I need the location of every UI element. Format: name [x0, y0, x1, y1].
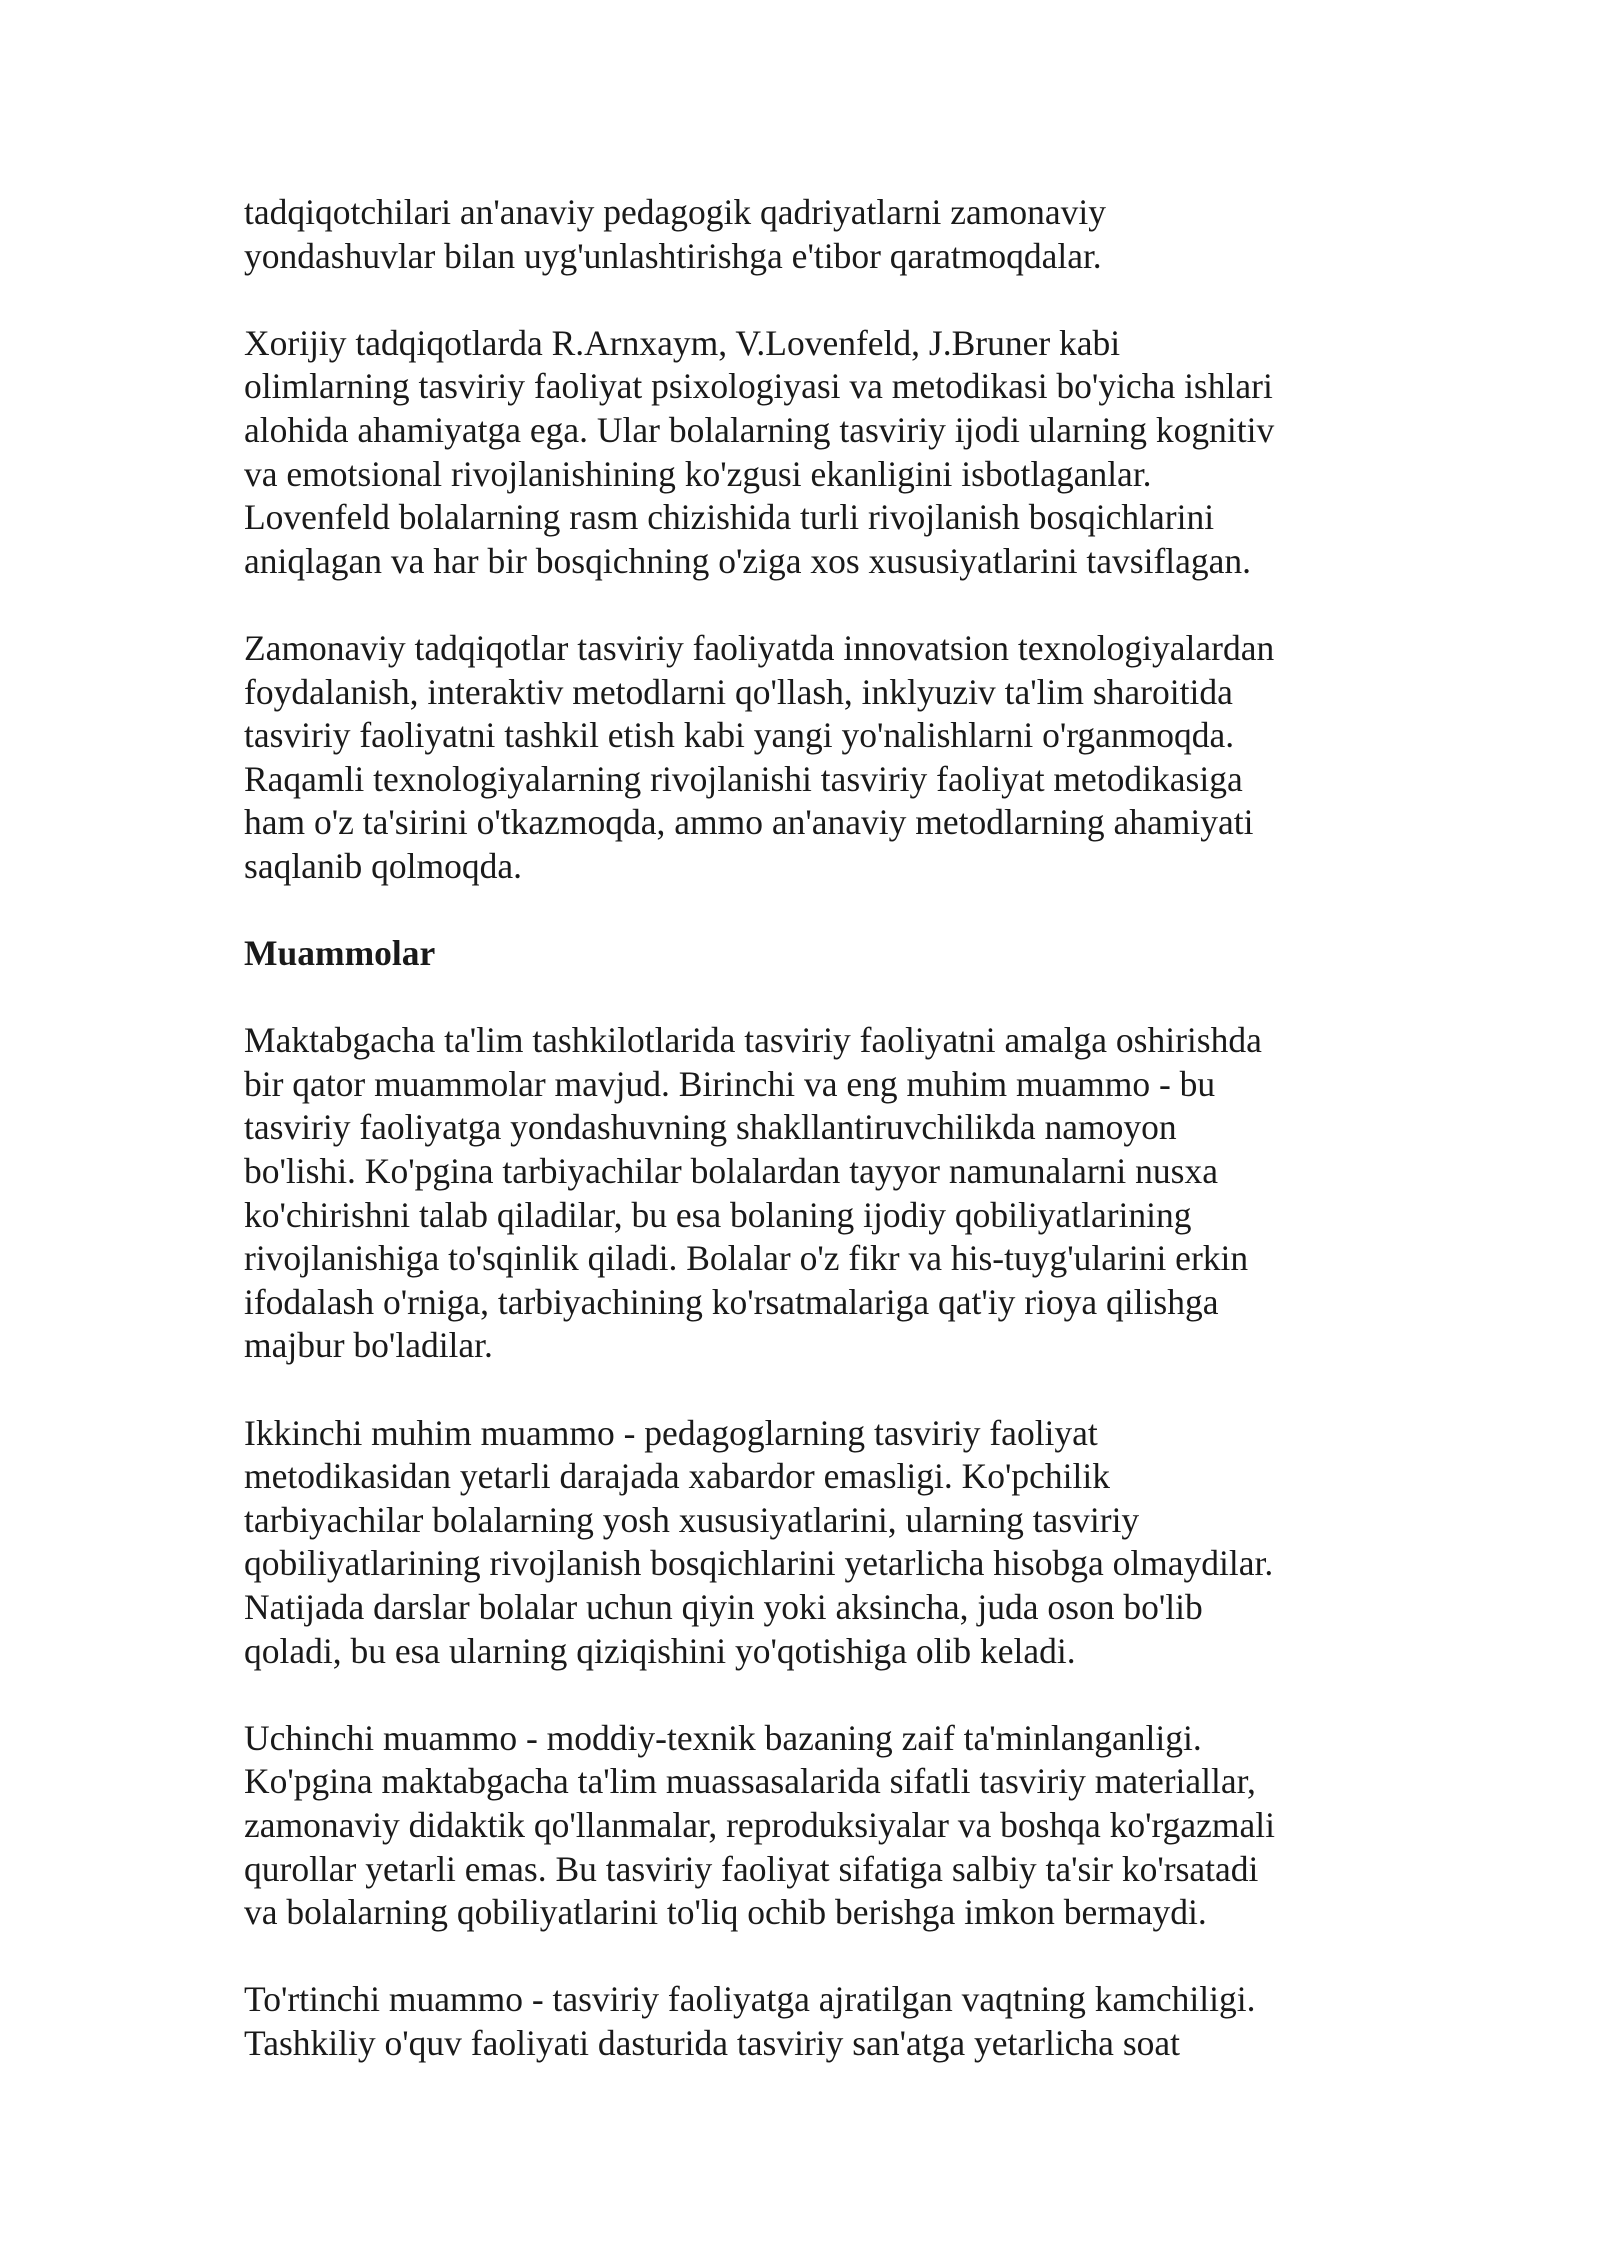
text-line: qoladi, bu esa ularning qiziqishini yo'qotishiga olib keladi. — [244, 1630, 1076, 1671]
section-heading: Muammolar — [244, 933, 436, 974]
paragraph-2 — [244, 322, 1374, 584]
text-line: majbur bo'ladilar. — [244, 1325, 493, 1366]
text-line: Maktabgacha ta'lim tashkilotlarida tasviriy faoliyatni amalga oshirishda — [244, 1020, 1262, 1061]
text-line: Raqamli texnologiyalarning rivojlanishi tasviriy faoliyat metodikasiga — [244, 758, 1243, 799]
text-line: ham o'z ta'sirini o'tkazmoqda, ammo an'anaviy metodlarning ahamiyati — [244, 802, 1254, 843]
paragraph-6 — [244, 1717, 1374, 1935]
paragraph-7 — [244, 1978, 1374, 2065]
text-line: va bolalarning qobiliyatlarini to'liq ochib berishga imkon bermaydi. — [244, 1892, 1207, 1933]
text-line: olimlarning tasviriy faoliyat psixologiyasi va metodikasi bo'yicha ishlari — [244, 366, 1273, 407]
text-line: Ko'pgina maktabgacha ta'lim muassasalarida sifatli tasviriy materiallar, — [244, 1761, 1256, 1802]
paragraph-1 — [244, 191, 1374, 278]
text-line: bir qator muammolar mavjud. Birinchi va eng muhim muammo - bu — [244, 1063, 1216, 1104]
paragraph-5 — [244, 1412, 1374, 1674]
text-line: ifodalash o'rniga, tarbiyachining ko'rsatmalariga qat'iy rioya qilishga — [244, 1281, 1219, 1322]
document-body — [244, 191, 1374, 2066]
text-line: alohida ahamiyatga ega. Ular bolalarning tasviriy ijodi ularning kognitiv — [244, 409, 1275, 450]
text-line: To'rtinchi muammo - tasviriy faoliyatga ajratilgan vaqtning kamchiligi. — [244, 1979, 1256, 2020]
text-line: ko'chirishni talab qiladilar, bu esa bolaning ijodiy qobiliyatlarining — [244, 1194, 1192, 1235]
text-line: rivojlanishiga to'sqinlik qiladi. Bolalar o'z fikr va his-tuyg'ularini erkin — [244, 1238, 1249, 1279]
text-line: Natijada darslar bolalar uchun qiyin yoki aksincha, juda oson bo'lib — [244, 1587, 1203, 1627]
text-line: qurollar yetarli emas. Bu tasviriy faoliyat sifatiga salbiy ta'sir ko'rsatadi — [244, 1848, 1259, 1889]
text-line: aniqlagan va har bir bosqichning o'ziga xos xususiyatlarini tavsiflagan. — [244, 540, 1252, 581]
text-line: qobiliyatlarining rivojlanish bosqichlarini yetarlicha hisobga olmaydilar. — [244, 1543, 1274, 1584]
text-line: Lovenfeld bolalarning rasm chizishida turli rivojlanish bosqichlarini — [244, 497, 1215, 538]
text-line: Zamonaviy tadqiqotlar tasviriy faoliyatda innovatsion texnologiyalardan — [244, 627, 1275, 668]
text-line: Uchinchi muammo - moddiy-texnik bazaning zaif ta'minlanganligi. — [244, 1717, 1202, 1758]
text-line: zamonaviy didaktik qo'llanmalar, reproduksiyalar va boshqa ko'rgazmali — [244, 1804, 1276, 1845]
text-line: Tashkiliy o'quv faoliyati dasturida tasviriy san'atga yetarlicha soat — [244, 2022, 1181, 2063]
text-line: tadqiqotchilari an'anaviy pedagogik qadriyatlarni zamonaviy — [244, 192, 1107, 232]
text-line: va emotsional rivojlanishining ko'zgusi ekanligini isbotlaganlar. — [244, 453, 1152, 494]
text-line: yondashuvlar bilan uyg'unlashtirishga e'tibor qaratmoqdalar. — [244, 235, 1102, 276]
text-line: metodikasidan yetarli darajada xabardor emasligi. Ko'pchilik — [244, 1456, 1110, 1497]
text-line: tasviriy faoliyatga yondashuvning shakllantiruvchilikda namoyon — [244, 1107, 1177, 1148]
text-line: bo'lishi. Ko'pgina tarbiyachilar bolalardan tayyor namunalarni nusxa — [244, 1151, 1218, 1192]
text-line: Ikkinchi muhim muammo - pedagoglarning tasviriy faoliyat — [244, 1412, 1098, 1453]
paragraph-3 — [244, 627, 1374, 889]
text-line: tarbiyachilar bolalarning yosh xususiyatlarini, ularning tasviriy — [244, 1499, 1140, 1540]
text-line: tasviriy faoliyatni tashkil etish kabi yangi yo'nalishlarni o'rganmoqda. — [244, 715, 1235, 756]
paragraph-4 — [244, 1019, 1374, 1368]
text-line: Xorijiy tadqiqotlarda R.Arnxaym, V.Lovenfeld, J.Bruner kabi — [244, 322, 1121, 363]
text-line: foydalanish, interaktiv metodlarni qo'llash, inklyuziv ta'lim sharoitida — [244, 671, 1233, 712]
text-line: saqlanib qolmoqda. — [244, 845, 523, 886]
